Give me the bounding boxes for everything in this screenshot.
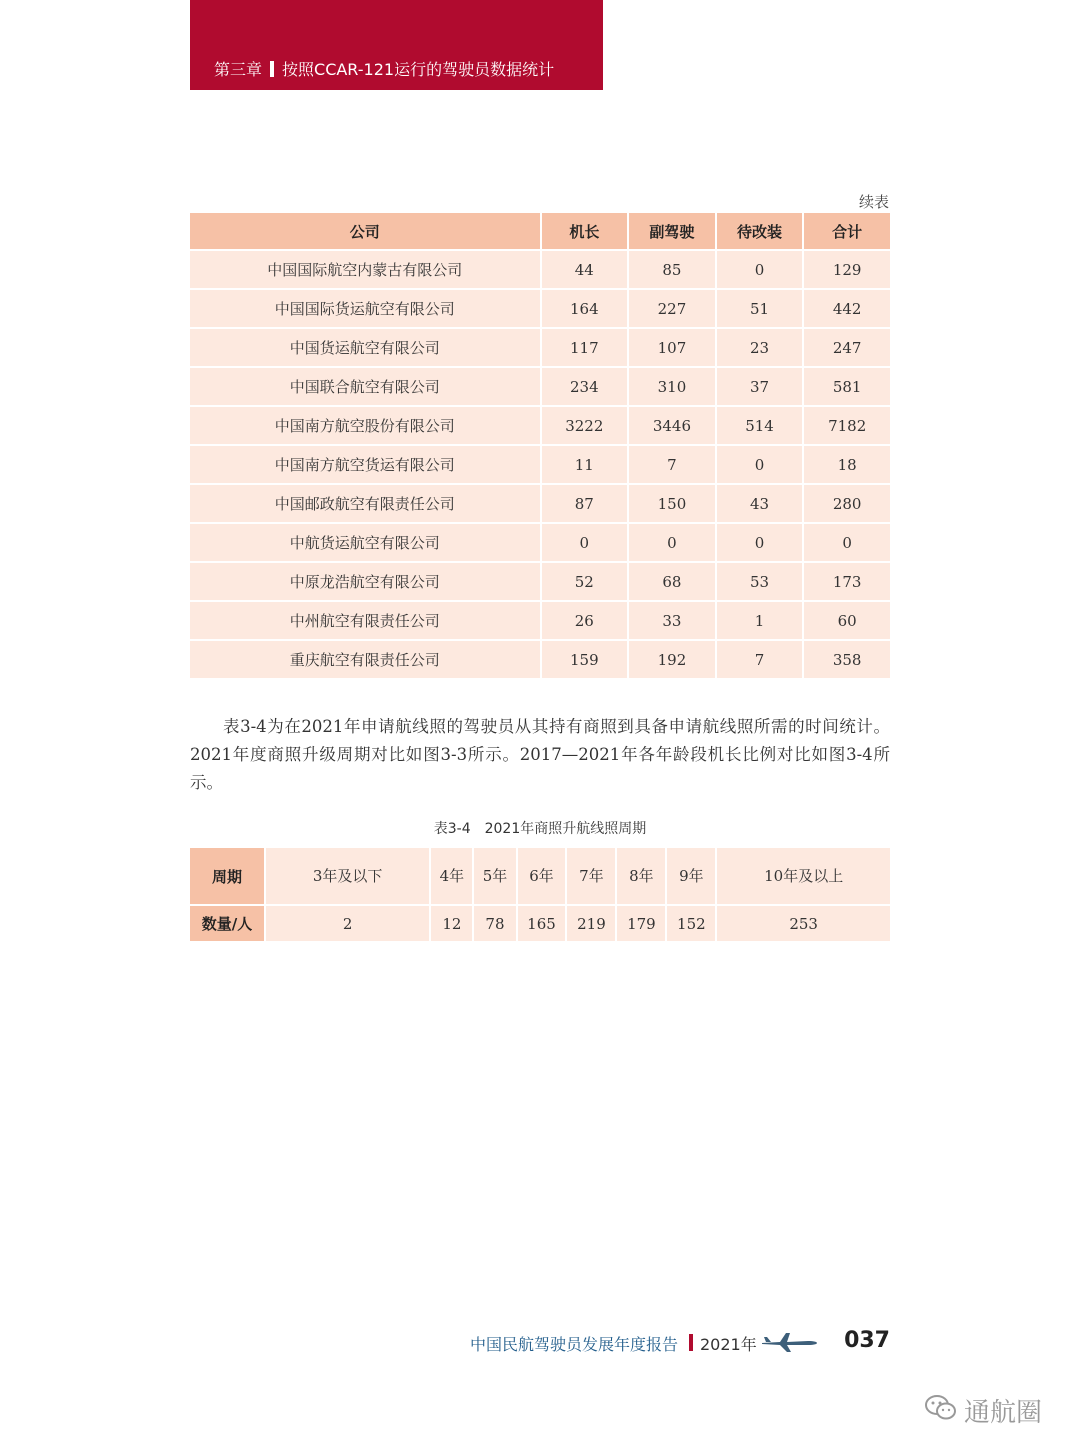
cell-company: 中航货运航空有限公司: [190, 524, 540, 561]
header-total: 合计: [804, 213, 890, 249]
cell-period: 3年及以下: [266, 848, 429, 904]
cell-pending: 514: [717, 407, 803, 444]
airplane-icon: [760, 1330, 818, 1354]
header-company: 公司: [190, 213, 540, 249]
cell-first-officer: 107: [629, 329, 715, 366]
cell-total: 280: [804, 485, 890, 522]
cell-count: 165: [518, 906, 566, 941]
cell-first-officer: 150: [629, 485, 715, 522]
page-footer: [470, 1328, 890, 1358]
cell-total: 173: [804, 563, 890, 600]
header-pending: 待改装: [717, 213, 803, 249]
cell-pending: 1: [717, 602, 803, 639]
cell-period: 9年: [667, 848, 715, 904]
cell-period: 4年: [431, 848, 472, 904]
cell-company: 中国货运航空有限公司: [190, 329, 540, 366]
table-row: [190, 368, 890, 405]
footer-separator: [689, 1334, 693, 1351]
chapter-title: 按照CCAR-121运行的驾驶员数据统计: [282, 60, 555, 79]
table-row: [190, 602, 890, 639]
report-title: 中国民航驾驶员发展年度报告: [470, 1335, 679, 1354]
table-caption: 表3-4 2021年商照升航线照周期: [433, 821, 647, 837]
cell-captain: 164: [542, 290, 628, 327]
cell-total: 129: [804, 251, 890, 288]
cell-company: 中原龙浩航空有限公司: [190, 563, 540, 600]
cell-pending: 37: [717, 368, 803, 405]
cell-captain: 26: [542, 602, 628, 639]
chapter-separator: [270, 61, 274, 77]
table-row: [190, 641, 890, 678]
row-header-count: 数量/人: [190, 906, 264, 941]
wechat-icon: [924, 1394, 958, 1422]
table-row: [190, 290, 890, 327]
cell-period: 8年: [617, 848, 665, 904]
cell-total: 247: [804, 329, 890, 366]
report-year: 2021年: [700, 1335, 757, 1354]
pilot-count-table: [188, 211, 892, 680]
cell-count: 179: [617, 906, 665, 941]
row-header-period: 周期: [190, 848, 264, 904]
cell-company: 中国国际货运航空有限公司: [190, 290, 540, 327]
table-row: [190, 524, 890, 561]
cell-captain: 159: [542, 641, 628, 678]
table-row: [190, 407, 890, 444]
cell-company: 中国邮政航空有限责任公司: [190, 485, 540, 522]
cell-captain: 234: [542, 368, 628, 405]
cell-pending: 7: [717, 641, 803, 678]
cell-total: 442: [804, 290, 890, 327]
table-row-count: [190, 906, 890, 941]
cell-company: 中国南方航空股份有限公司: [190, 407, 540, 444]
cell-period: 6年: [518, 848, 566, 904]
cell-total: 581: [804, 368, 890, 405]
continued-table-label: 续表: [858, 193, 889, 211]
table-header-row: [190, 213, 890, 249]
chapter-heading: [214, 57, 554, 80]
cell-total: 7182: [804, 407, 890, 444]
cell-first-officer: 310: [629, 368, 715, 405]
cell-pending: 23: [717, 329, 803, 366]
table-row: [190, 485, 890, 522]
cell-pending: 0: [717, 251, 803, 288]
cell-company: 重庆航空有限责任公司: [190, 641, 540, 678]
cell-first-officer: 85: [629, 251, 715, 288]
cell-pending: 51: [717, 290, 803, 327]
cell-company: 中国南方航空货运有限公司: [190, 446, 540, 483]
cell-pending: 53: [717, 563, 803, 600]
cell-period: 10年及以上: [717, 848, 890, 904]
cell-count: 2: [266, 906, 429, 941]
header-first-officer: 副驾驶: [629, 213, 715, 249]
cell-period: 7年: [567, 848, 615, 904]
cell-first-officer: 227: [629, 290, 715, 327]
cell-first-officer: 7: [629, 446, 715, 483]
table-row: [190, 446, 890, 483]
cell-captain: 11: [542, 446, 628, 483]
cell-pending: 0: [717, 524, 803, 561]
cell-first-officer: 0: [629, 524, 715, 561]
body-paragraph: 表3-4为在2021年申请航线照的驾驶员从其持有商照到具备申请航线照所需的时间统计。2021年度商照升级周期对比如图3-3所示。2017—2021年各年龄段机长比例对比如图3-4所示。: [190, 717, 890, 792]
cell-first-officer: 33: [629, 602, 715, 639]
cell-captain: 117: [542, 329, 628, 366]
chapter-banner: [190, 0, 603, 90]
cell-period: 5年: [474, 848, 515, 904]
license-upgrade-period-table: [188, 846, 892, 943]
cell-company: 中国国际航空内蒙古有限公司: [190, 251, 540, 288]
header-captain: 机长: [542, 213, 628, 249]
table-row: [190, 329, 890, 366]
table-row: [190, 251, 890, 288]
cell-captain: 0: [542, 524, 628, 561]
page-number: 037: [844, 1328, 890, 1353]
cell-first-officer: 3446: [629, 407, 715, 444]
cell-pending: 43: [717, 485, 803, 522]
cell-captain: 52: [542, 563, 628, 600]
cell-total: 358: [804, 641, 890, 678]
cell-captain: 87: [542, 485, 628, 522]
cell-count: 219: [567, 906, 615, 941]
watermark-text: 通航圈: [964, 1398, 1043, 1428]
cell-captain: 44: [542, 251, 628, 288]
cell-pending: 0: [717, 446, 803, 483]
table-row-period: [190, 848, 890, 904]
cell-total: 18: [804, 446, 890, 483]
cell-count: 12: [431, 906, 472, 941]
chapter-number: 第三章: [214, 60, 263, 79]
cell-count: 78: [474, 906, 515, 941]
table-row: [190, 563, 890, 600]
cell-count: 152: [667, 906, 715, 941]
cell-captain: 3222: [542, 407, 628, 444]
cell-company: 中国联合航空有限公司: [190, 368, 540, 405]
cell-company: 中州航空有限责任公司: [190, 602, 540, 639]
cell-first-officer: 68: [629, 563, 715, 600]
cell-count: 253: [717, 906, 890, 941]
cell-total: 0: [804, 524, 890, 561]
cell-total: 60: [804, 602, 890, 639]
cell-first-officer: 192: [629, 641, 715, 678]
